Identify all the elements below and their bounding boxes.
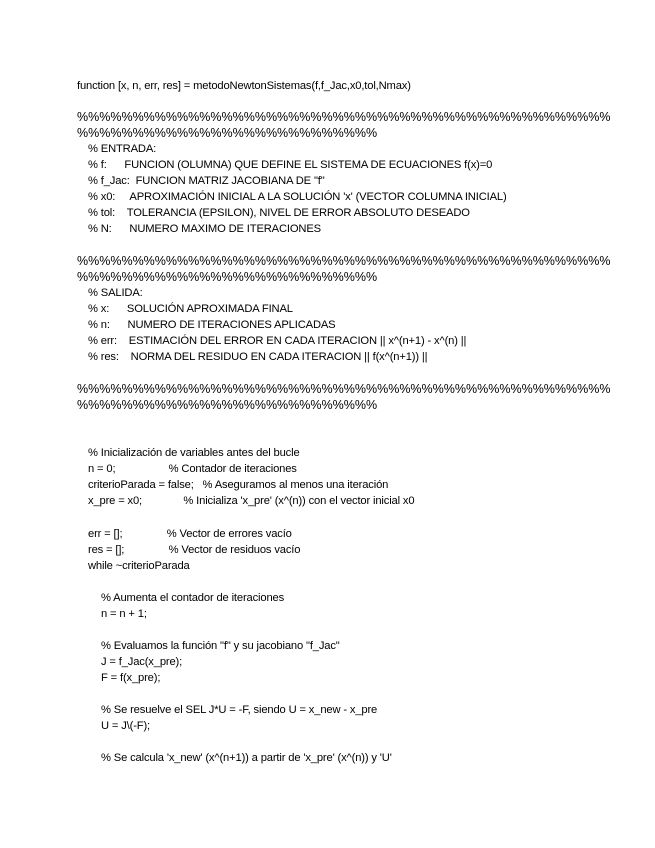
entrada-line-f: % f: FUNCION (OLUMNA) QUE DEFINE EL SISTEMA DE ECUACIONES f(x)=0 [88, 159, 493, 171]
separator-line: %%%%%%%%%%%%%%%%%%%%%%%%%%%%%%%%%%%%%%%%%%%%%%%% [77, 254, 611, 268]
loop-xnew-comment: % Se calcula 'x_new' (x^(n+1)) a partir de 'x_pre' (x^(n)) y 'U' [101, 752, 392, 764]
entrada-line-n: % N: NUMERO MAXIMO DE ITERACIONES [88, 223, 321, 235]
loop-increment-comment: % Aumenta el contador de iteraciones [101, 592, 285, 604]
separator-line: %%%%%%%%%%%%%%%%%%%%%%%%%%% [77, 398, 378, 412]
entrada-line-tol: % tol: TOLERANCIA (EPSILON), NIVEL DE ERROR ABSOLUTO DESEADO [88, 207, 470, 219]
init-res-line: res = []; % Vector de residuos vacío [88, 544, 301, 556]
salida-line-res: % res: NORMA DEL RESIDUO EN CADA ITERACION || f(x^(n+1)) || [88, 351, 428, 363]
entrada-line-fjac: % f_Jac: FUNCION MATRIZ JACOBIANA DE "f" [88, 175, 325, 187]
separator-line: %%%%%%%%%%%%%%%%%%%%%%%%%%%%%%%%%%%%%%%%%%%%%%%% [77, 110, 611, 124]
loop-eval-comment: % Evaluamos la función "f" y su jacobiano "f_Jac" [101, 640, 340, 652]
salida-heading: % SALIDA: [88, 287, 143, 299]
loop-eval-j: J = f_Jac(x_pre); [101, 656, 183, 668]
salida-line-err: % err: ESTIMACIÓN DEL ERROR EN CADA ITERACION || x^(n+1) - x^(n) || [88, 335, 467, 347]
loop-sel-comment: % Se resuelve el SEL J*U = -F, siendo U = x_new - x_pre [101, 704, 378, 716]
entrada-line-x0: % x0: APROXIMACIÓN INICIAL A LA SOLUCIÓN 'x' (VECTOR COLUMNA INICIAL) [88, 191, 507, 203]
init-xpre-line: x_pre = x0; % Inicializa 'x_pre' (x^(n)) con el vector inicial x0 [88, 495, 415, 507]
init-err-line: err = []; % Vector de errores vacío [88, 528, 292, 540]
salida-line-x: % x: SOLUCIÓN APROXIMADA FINAL [88, 303, 293, 315]
init-n-line: n = 0; % Contador de iteraciones [88, 463, 297, 475]
separator-line: %%%%%%%%%%%%%%%%%%%%%%%%%%%%%%%%%%%%%%%%%%%%%%%% [77, 382, 611, 396]
loop-increment-code: n = n + 1; [101, 608, 147, 620]
init-criterio-line: criterioParada = false; % Aseguramos al menos una iteración [88, 479, 389, 491]
salida-line-n: % n: NUMERO DE ITERACIONES APLICADAS [88, 319, 336, 331]
function-signature: function [x, n, err, res] = metodoNewtonSistemas(f,f_Jac,x0,tol,Nmax) [77, 80, 411, 92]
separator-line: %%%%%%%%%%%%%%%%%%%%%%%%%%% [77, 126, 378, 140]
while-line: while ~criterioParada [88, 560, 190, 572]
separator-line: %%%%%%%%%%%%%%%%%%%%%%%%%%% [77, 270, 378, 284]
loop-eval-f: F = f(x_pre); [101, 672, 161, 684]
init-comment: % Inicialización de variables antes del bucle [88, 447, 300, 459]
entrada-heading: % ENTRADA: [88, 143, 157, 155]
loop-sel-code: U = J\(-F); [101, 720, 150, 732]
